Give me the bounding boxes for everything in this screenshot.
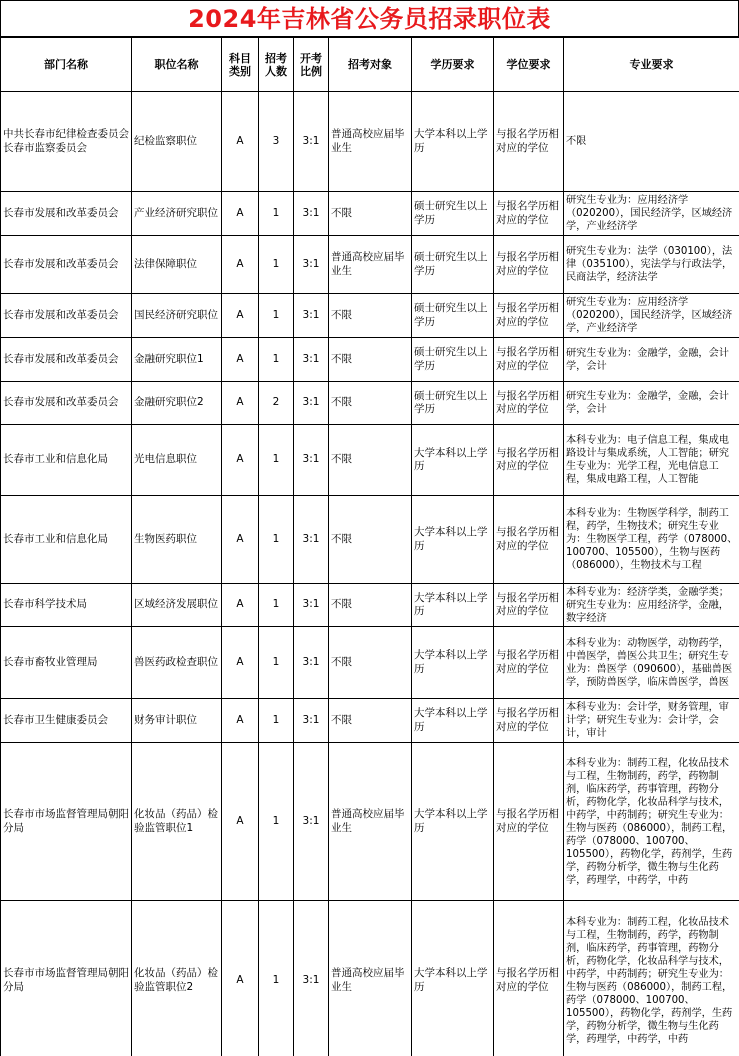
subject-cell: A (222, 236, 259, 294)
count-cell: 1 (259, 294, 294, 338)
count-cell: 1 (259, 496, 294, 584)
ratio-cell: 3:1 (294, 382, 329, 425)
position-cell: 产业经济研究职位 (132, 192, 222, 236)
count-cell: 1 (259, 627, 294, 699)
subject-cell: A (222, 627, 259, 699)
degree-cell: 与报名学历相对应的学位 (494, 92, 564, 192)
major-cell: 本科专业为：制药工程，化妆品技术与工程，生物制药，药学，药物制剂，临床药学，药事管理，药物分析，药物化学，化妆品科学与技术，中药学，中药制药；研究生专业为：生物与医药（086000），制药工程，药学（078000、100700、105500），药物化学，药剂学，生药学，药物分析学，微生物与生化药学，药理学，中药学，中药 (564, 743, 739, 901)
column-header-count: 招考 人数 (259, 38, 294, 92)
column-header-major: 专业要求 (564, 38, 739, 92)
degree-cell: 与报名学历相对应的学位 (494, 699, 564, 743)
ratio-cell: 3:1 (294, 338, 329, 382)
table-row (1, 496, 739, 584)
education-cell: 硕士研究生以上学历 (412, 192, 494, 236)
column-header-subject: 科目 类别 (222, 38, 259, 92)
education-cell: 硕士研究生以上学历 (412, 382, 494, 425)
degree-cell: 与报名学历相对应的学位 (494, 425, 564, 496)
position-cell: 兽医药政检查职位 (132, 627, 222, 699)
degree-cell: 与报名学历相对应的学位 (494, 382, 564, 425)
major-cell: 不限 (564, 92, 739, 192)
degree-cell: 与报名学历相对应的学位 (494, 496, 564, 584)
page-title: 2024年吉林省公务员招录职位表 (0, 0, 739, 37)
degree-cell: 与报名学历相对应的学位 (494, 901, 564, 1056)
degree-cell: 与报名学历相对应的学位 (494, 294, 564, 338)
target-cell: 不限 (329, 627, 412, 699)
table-body (1, 92, 739, 1056)
dept-cell: 长春市发展和改革委员会 (1, 294, 132, 338)
position-cell: 法律保障职位 (132, 236, 222, 294)
subject-cell: A (222, 901, 259, 1056)
major-cell: 研究生专业为：应用经济学（020200），国民经济学，区域经济学，产业经济学 (564, 192, 739, 236)
subject-cell: A (222, 192, 259, 236)
major-cell: 本科专业为：电子信息工程，集成电路设计与集成系统，人工智能；研究生专业为：光学工程，光电信息工程，集成电路工程，人工智能 (564, 425, 739, 496)
position-cell: 化妆品（药品）检验监管职位2 (132, 901, 222, 1056)
ratio-cell: 3:1 (294, 584, 329, 627)
degree-cell: 与报名学历相对应的学位 (494, 338, 564, 382)
position-cell: 光电信息职位 (132, 425, 222, 496)
dept-cell: 长春市卫生健康委员会 (1, 699, 132, 743)
target-cell: 普通高校应届毕业生 (329, 743, 412, 901)
count-cell: 1 (259, 236, 294, 294)
table-row (1, 743, 739, 901)
dept-cell: 长春市科学技术局 (1, 584, 132, 627)
target-cell: 不限 (329, 192, 412, 236)
target-cell: 不限 (329, 338, 412, 382)
subject-cell: A (222, 294, 259, 338)
major-cell: 本科专业为：生物医学科学，制药工程，药学，生物技术；研究生专业为：生物医学工程，药学（078000、100700、105500），生物与医药（086000），生物技术与工程 (564, 496, 739, 584)
position-cell: 金融研究职位2 (132, 382, 222, 425)
major-cell: 研究生专业为：法学（030100），法律（035100），宪法学与行政法学，民商法学，经济法学 (564, 236, 739, 294)
ratio-cell: 3:1 (294, 192, 329, 236)
positions-table (0, 37, 739, 1056)
table-row (1, 382, 739, 425)
dept-cell: 中共长春市纪律检查委员会长春市监察委员会 (1, 92, 132, 192)
education-cell: 大学本科以上学历 (412, 425, 494, 496)
position-cell: 区域经济发展职位 (132, 584, 222, 627)
target-cell: 普通高校应届毕业生 (329, 236, 412, 294)
count-cell: 1 (259, 699, 294, 743)
ratio-cell: 3:1 (294, 92, 329, 192)
major-cell: 本科专业为：动物医学，动物药学，中兽医学，兽医公共卫生；研究生专业为：兽医学（090600），基础兽医学，预防兽医学，临床兽医学，兽医 (564, 627, 739, 699)
dept-cell: 长春市发展和改革委员会 (1, 236, 132, 294)
education-cell: 硕士研究生以上学历 (412, 236, 494, 294)
target-cell: 不限 (329, 496, 412, 584)
education-cell: 大学本科以上学历 (412, 743, 494, 901)
count-cell: 1 (259, 584, 294, 627)
dept-cell: 长春市市场监督管理局朝阳分局 (1, 743, 132, 901)
table-row (1, 901, 739, 1056)
major-cell: 本科专业为：制药工程，化妆品技术与工程，生物制药，药学，药物制剂，临床药学，药事管理，药物分析，药物化学，化妆品科学与技术，中药学，中药制药；研究生专业为：生物与医药（086000），制药工程，药学（078000、100700、105500），药物化学，药剂学，生药学，药物分析学，微生物与生化药学，药理学，中药学，中药 (564, 901, 739, 1056)
table-row (1, 236, 739, 294)
degree-cell: 与报名学历相对应的学位 (494, 584, 564, 627)
degree-cell: 与报名学历相对应的学位 (494, 627, 564, 699)
ratio-cell: 3:1 (294, 236, 329, 294)
dept-cell: 长春市畜牧业管理局 (1, 627, 132, 699)
major-cell: 研究生专业为：金融学，金融，会计学，会计 (564, 338, 739, 382)
position-cell: 财务审计职位 (132, 699, 222, 743)
major-cell: 本科专业为：会计学，财务管理，审计学；研究生专业为：会计学，会计，审计 (564, 699, 739, 743)
count-cell: 1 (259, 743, 294, 901)
table-row (1, 338, 739, 382)
count-cell: 1 (259, 901, 294, 1056)
ratio-cell: 3:1 (294, 627, 329, 699)
dept-cell: 长春市市场监督管理局朝阳分局 (1, 901, 132, 1056)
table-row (1, 192, 739, 236)
position-cell: 纪检监察职位 (132, 92, 222, 192)
major-cell: 研究生专业为：应用经济学（020200），国民经济学，区域经济学，产业经济学 (564, 294, 739, 338)
major-cell: 本科专业为：经济学类，金融学类；研究生专业为：应用经济学，金融，数字经济 (564, 584, 739, 627)
dept-cell: 长春市发展和改革委员会 (1, 382, 132, 425)
target-cell: 普通高校应届毕业生 (329, 901, 412, 1056)
subject-cell: A (222, 382, 259, 425)
position-cell: 生物医药职位 (132, 496, 222, 584)
count-cell: 1 (259, 425, 294, 496)
degree-cell: 与报名学历相对应的学位 (494, 743, 564, 901)
table-header-row (1, 38, 739, 92)
education-cell: 硕士研究生以上学历 (412, 338, 494, 382)
subject-cell: A (222, 425, 259, 496)
subject-cell: A (222, 743, 259, 901)
subject-cell: A (222, 496, 259, 584)
subject-cell: A (222, 584, 259, 627)
education-cell: 硕士研究生以上学历 (412, 294, 494, 338)
column-header-education: 学历要求 (412, 38, 494, 92)
column-header-target: 招考对象 (329, 38, 412, 92)
position-cell: 化妆品（药品）检验监管职位1 (132, 743, 222, 901)
table-row (1, 92, 739, 192)
degree-cell: 与报名学历相对应的学位 (494, 192, 564, 236)
count-cell: 1 (259, 338, 294, 382)
education-cell: 大学本科以上学历 (412, 699, 494, 743)
ratio-cell: 3:1 (294, 699, 329, 743)
dept-cell: 长春市工业和信息化局 (1, 425, 132, 496)
count-cell: 3 (259, 92, 294, 192)
dept-cell: 长春市发展和改革委员会 (1, 338, 132, 382)
dept-cell: 长春市发展和改革委员会 (1, 192, 132, 236)
dept-cell: 长春市工业和信息化局 (1, 496, 132, 584)
position-cell: 金融研究职位1 (132, 338, 222, 382)
major-cell: 研究生专业为：金融学，金融，会计学，会计 (564, 382, 739, 425)
table-row (1, 425, 739, 496)
ratio-cell: 3:1 (294, 425, 329, 496)
education-cell: 大学本科以上学历 (412, 584, 494, 627)
table-row (1, 627, 739, 699)
column-header-position: 职位名称 (132, 38, 222, 92)
column-header-ratio: 开考 比例 (294, 38, 329, 92)
target-cell: 不限 (329, 425, 412, 496)
count-cell: 1 (259, 192, 294, 236)
ratio-cell: 3:1 (294, 901, 329, 1056)
count-cell: 2 (259, 382, 294, 425)
table-row (1, 294, 739, 338)
subject-cell: A (222, 92, 259, 192)
column-header-dept: 部门名称 (1, 38, 132, 92)
degree-cell: 与报名学历相对应的学位 (494, 236, 564, 294)
ratio-cell: 3:1 (294, 496, 329, 584)
target-cell: 不限 (329, 584, 412, 627)
position-cell: 国民经济研究职位 (132, 294, 222, 338)
column-header-degree: 学位要求 (494, 38, 564, 92)
table-row (1, 699, 739, 743)
ratio-cell: 3:1 (294, 294, 329, 338)
target-cell: 不限 (329, 382, 412, 425)
subject-cell: A (222, 699, 259, 743)
education-cell: 大学本科以上学历 (412, 627, 494, 699)
table-row (1, 584, 739, 627)
ratio-cell: 3:1 (294, 743, 329, 901)
target-cell: 不限 (329, 699, 412, 743)
education-cell: 大学本科以上学历 (412, 901, 494, 1056)
subject-cell: A (222, 338, 259, 382)
target-cell: 普通高校应届毕业生 (329, 92, 412, 192)
target-cell: 不限 (329, 294, 412, 338)
education-cell: 大学本科以上学历 (412, 496, 494, 584)
education-cell: 大学本科以上学历 (412, 92, 494, 192)
